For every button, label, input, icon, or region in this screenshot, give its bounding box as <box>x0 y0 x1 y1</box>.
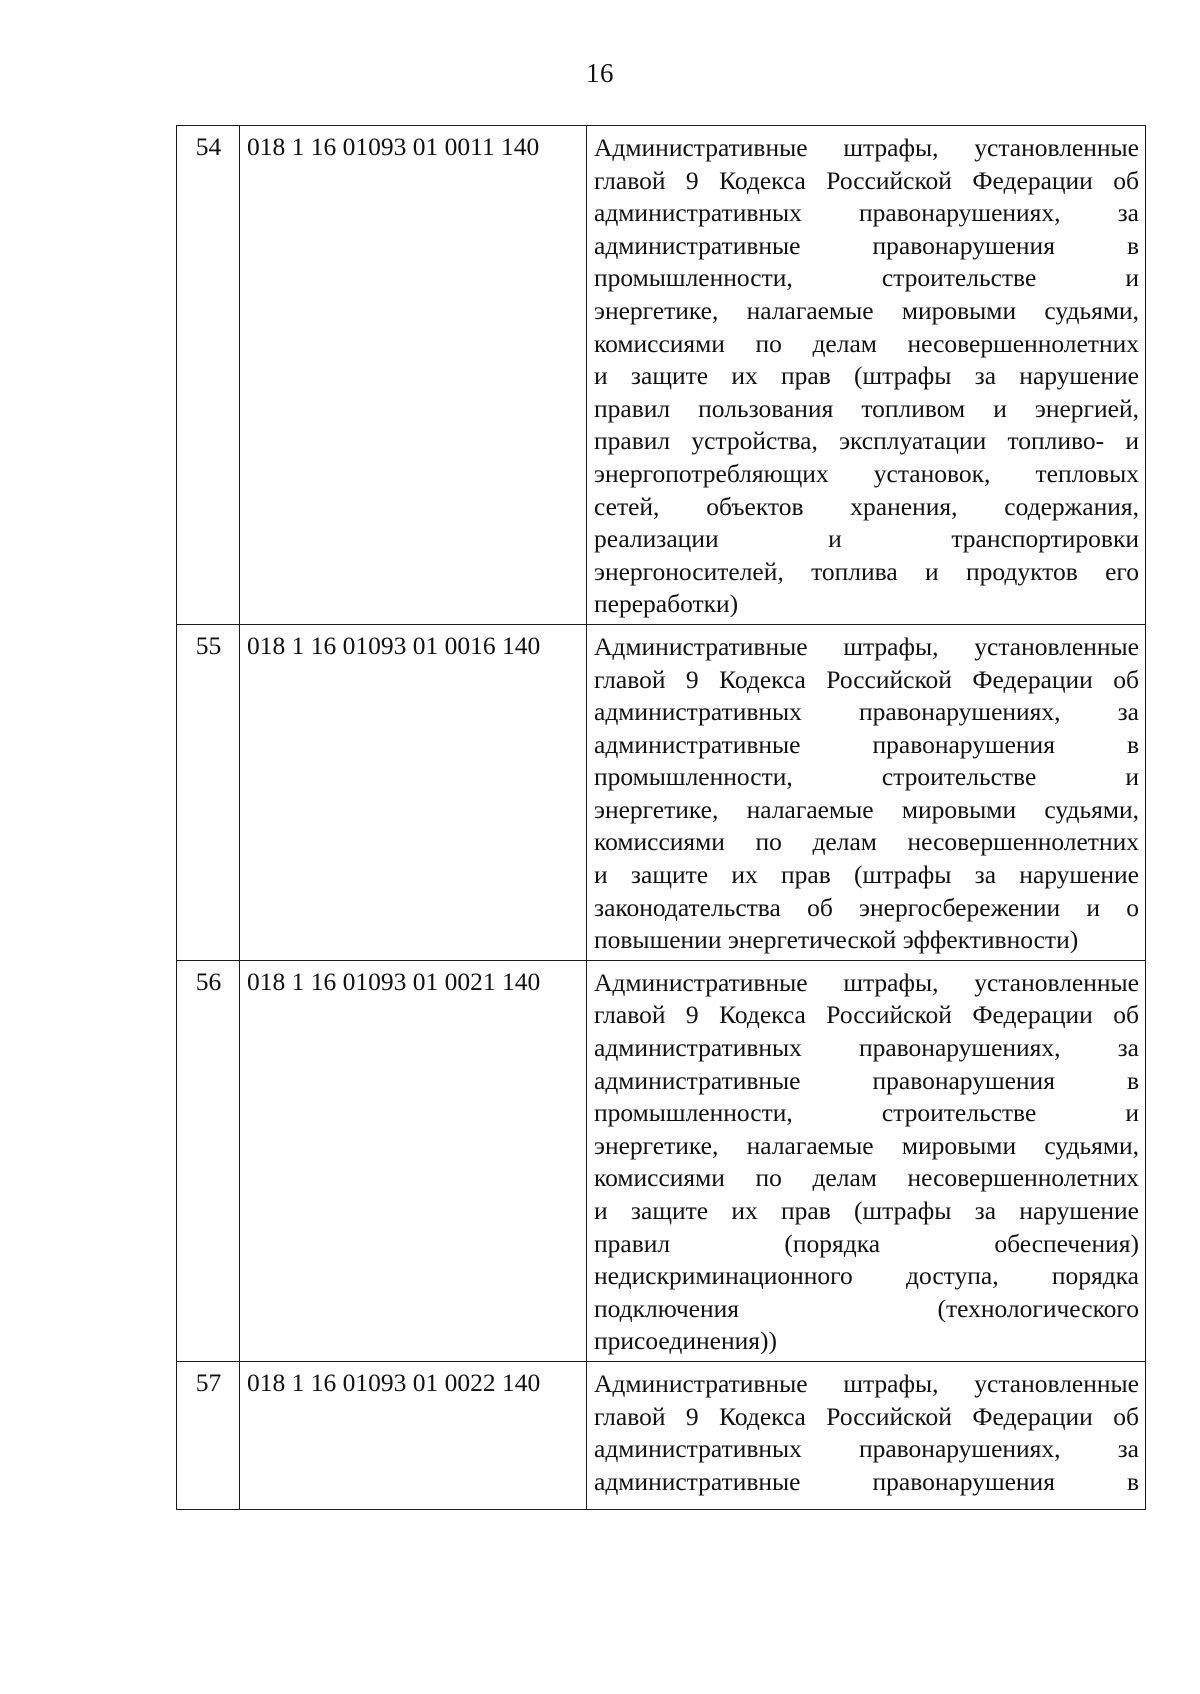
page-number: 16 <box>586 58 614 88</box>
budget-codes-table <box>176 125 1146 1510</box>
description-line: энергоносителей, топлива и продуктов его <box>594 556 1139 586</box>
description-line: комиссиями по делам несовершеннолетних <box>594 328 1139 358</box>
table-row <box>177 960 1146 1361</box>
description-line: сетей, объектов хранения, содержания, <box>594 491 1139 521</box>
description-line: промышленности, строительстве и <box>594 1098 1139 1128</box>
row-number: 56 <box>177 960 240 1361</box>
description-line: энергетике, налагаемые мировыми судьями, <box>594 794 1139 824</box>
table-row <box>177 624 1146 960</box>
description-line: и защите их прав (штрафы за нарушение <box>594 361 1139 391</box>
description-line: административные правонарушения в <box>594 1466 1139 1496</box>
description-line: и защите их прав (штрафы за нарушение <box>594 860 1139 890</box>
description-line: недискриминационного доступа, порядка <box>594 1261 1139 1291</box>
description-line: административные правонарушения в <box>594 230 1139 260</box>
description-line: энергетике, налагаемые мировыми судьями, <box>594 295 1139 325</box>
budget-classification-code: 018 1 16 01093 01 0022 140 <box>240 1361 587 1509</box>
row-number: 57 <box>177 1361 240 1509</box>
description-line: энергетике, налагаемые мировыми судьями, <box>594 1130 1139 1160</box>
description-line: комиссиями по делам несовершеннолетних <box>594 827 1139 857</box>
budget-classification-code: 018 1 16 01093 01 0021 140 <box>240 960 587 1361</box>
description-line: главой 9 Кодекса Российской Федерации об <box>594 165 1139 195</box>
description-line: административных правонарушениях, за <box>594 1434 1139 1464</box>
description-line: административных правонарушениях, за <box>594 697 1139 727</box>
description-line: административных правонарушениях, за <box>594 1033 1139 1063</box>
description-line: промышленности, строительстве и <box>594 762 1139 792</box>
row-description <box>587 126 1146 625</box>
description-line: законодательства об энергосбережении и о <box>594 892 1139 922</box>
description-line: и защите их прав (штрафы за нарушение <box>594 1196 1139 1225</box>
description-line: Административные штрафы, установленные <box>594 631 1139 661</box>
table-row <box>177 1361 1146 1509</box>
description-line: главой 9 Кодекса Российской Федерации об <box>594 1401 1139 1431</box>
row-description <box>587 624 1146 960</box>
description-line: Административные штрафы, установленные <box>594 133 1139 162</box>
description-line: главой 9 Кодекса Российской Федерации об <box>594 1000 1139 1030</box>
budget-classification-code: 018 1 16 01093 01 0011 140 <box>240 126 587 625</box>
description-line: Административные штрафы, установленные <box>594 967 1139 997</box>
description-line: подключения (технологического <box>594 1293 1139 1323</box>
description-line: правил устройства, эксплуатации топливо- и <box>594 426 1139 456</box>
description-line: Административные штрафы, установленные <box>594 1368 1139 1398</box>
row-description <box>587 960 1146 1361</box>
row-description <box>587 1361 1146 1509</box>
description-line: правил (порядка обеспечения) <box>594 1228 1139 1258</box>
description-line: комиссиями по делам несовершеннолетних <box>594 1163 1139 1193</box>
table-body <box>177 126 1146 1510</box>
row-number: 54 <box>177 126 240 625</box>
description-line: переработки) <box>594 589 739 619</box>
description-line: повышении энергетической эффективности) <box>594 925 1079 955</box>
description-line: присоединения)) <box>594 1326 777 1356</box>
table-row <box>177 126 1146 625</box>
description-line: реализации и транспортировки <box>594 524 1139 554</box>
description-line: правил пользования топливом и энергией, <box>594 393 1139 423</box>
description-line: административных правонарушениях, за <box>594 198 1139 228</box>
budget-classification-code: 018 1 16 01093 01 0016 140 <box>240 624 587 960</box>
description-line: главой 9 Кодекса Российской Федерации об <box>594 664 1139 694</box>
description-line: энергопотребляющих установок, тепловых <box>594 458 1139 488</box>
row-number: 55 <box>177 624 240 960</box>
description-line: административные правонарушения в <box>594 1065 1139 1095</box>
description-line: административные правонарушения в <box>594 729 1139 759</box>
description-line: промышленности, строительстве и <box>594 263 1139 293</box>
